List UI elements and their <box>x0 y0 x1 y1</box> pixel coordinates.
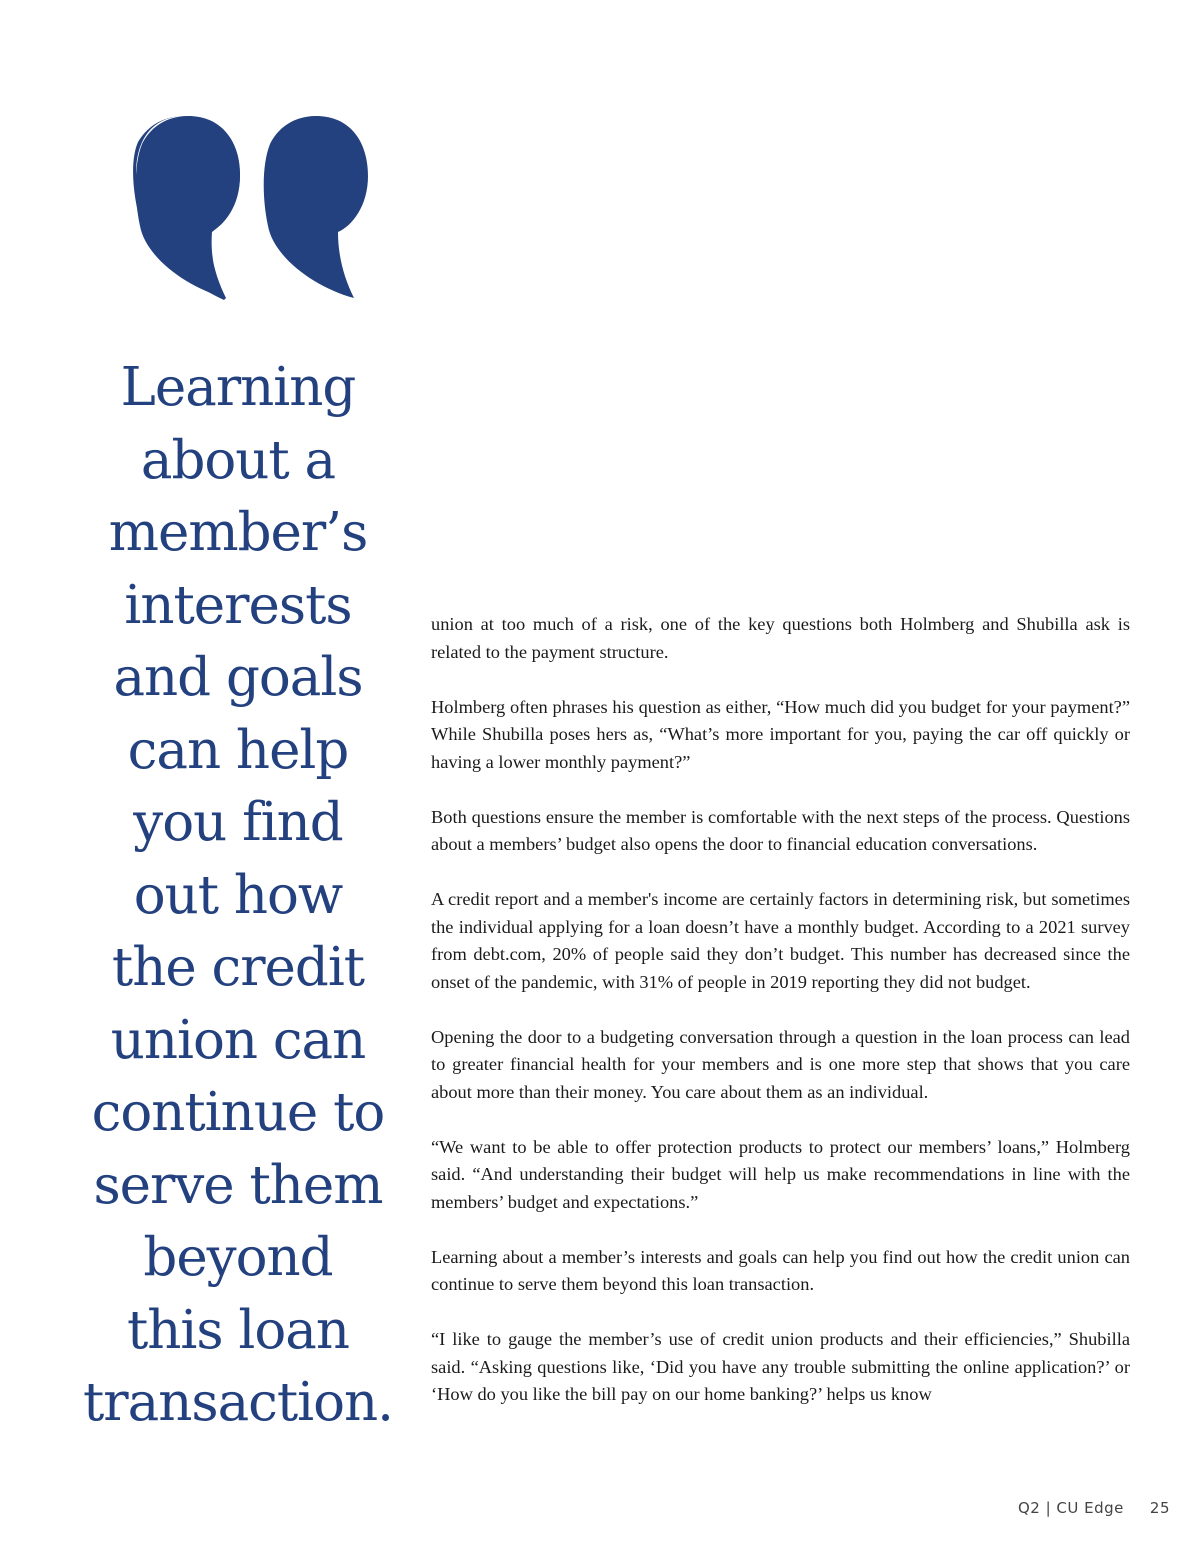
pull-quote-line: the credit <box>111 937 365 998</box>
pull-quote-line: can help <box>127 719 349 781</box>
publication-name: Q2 | CU Edge <box>1017 1499 1124 1517</box>
pull-quote-line: member’s <box>108 502 368 563</box>
body-paragraph: A credit report and a member's income are certainly factors in determining risk, but sometimes the individual applying for a loan doesn’t have a monthly budget. According to a 2021 survey from debt.com, 20% of people said they don’t budget. This number has decreased since the onset of the pandemic, with 31% of people in 2019 reporting they did not budget. <box>431 889 1130 992</box>
quote-mark-left-body <box>136 116 240 298</box>
quote-mark-right-body <box>264 116 368 298</box>
pull-quote-line: you find <box>133 792 343 853</box>
pull-quote-line: transaction. <box>83 1372 393 1433</box>
body-paragraph: Learning about a member’s interests and goals can help you find out how the credit union can continue to serve them beyond this loan transaction. <box>431 1246 1130 1294</box>
body-paragraph: Opening the door to a budgeting conversation through a question in the loan process can lead to greater financial health for your members and is one more step that shows that you care about more than their money. You care about them as an individual. <box>431 1026 1130 1102</box>
body-paragraph: Holmberg often phrases his question as either, “How much did you budget for your payment?” While Shubilla poses hers as, “What’s more important for you, paying the car off quickly or having a lower monthly payment?” <box>431 696 1130 772</box>
body-paragraph: Both questions ensure the member is comfortable with the next steps of the process. Questions about a members’ budget also opens the door to financial education conversations. <box>431 806 1130 854</box>
pull-quote-line: beyond <box>143 1227 333 1288</box>
body-paragraph: “We want to be able to offer protection products to protect our members’ loans,” Holmberg said. “And understanding their budget will help us make recommendations in line with the members’ budget and expectations.” <box>431 1136 1130 1212</box>
pull-quote-line: Learning <box>120 357 356 418</box>
pull-quote-line: union can <box>110 1009 366 1071</box>
page-footer <box>1018 1499 1170 1517</box>
pull-quote-line: continue to <box>91 1082 385 1143</box>
body-paragraph: union at too much of a risk, one of the key questions both Holmberg and Shubilla ask is related to the payment structure. <box>431 614 1130 662</box>
pull-quote-line: serve them <box>93 1154 383 1216</box>
pull-quote-line: interests <box>124 574 352 636</box>
article-body <box>431 611 1130 1409</box>
pull-quote-line: this loan <box>126 1299 350 1361</box>
pull-quote-line: about a <box>140 429 336 491</box>
page-number: 25 <box>1149 1499 1170 1517</box>
pull-quote-line: and goals <box>113 647 363 708</box>
pull-quote-line: out how <box>133 864 343 926</box>
body-paragraph: “I like to gauge the member’s use of credit union products and their efficiencies,” Shubilla said. “Asking questions like, ‘Did you have any trouble submitting the online application?’ or ‘How do you like the bill pay on our home banking?’ helps us know <box>431 1329 1130 1404</box>
pull-quote <box>60 352 416 1440</box>
opening-quote-icon <box>128 108 373 303</box>
